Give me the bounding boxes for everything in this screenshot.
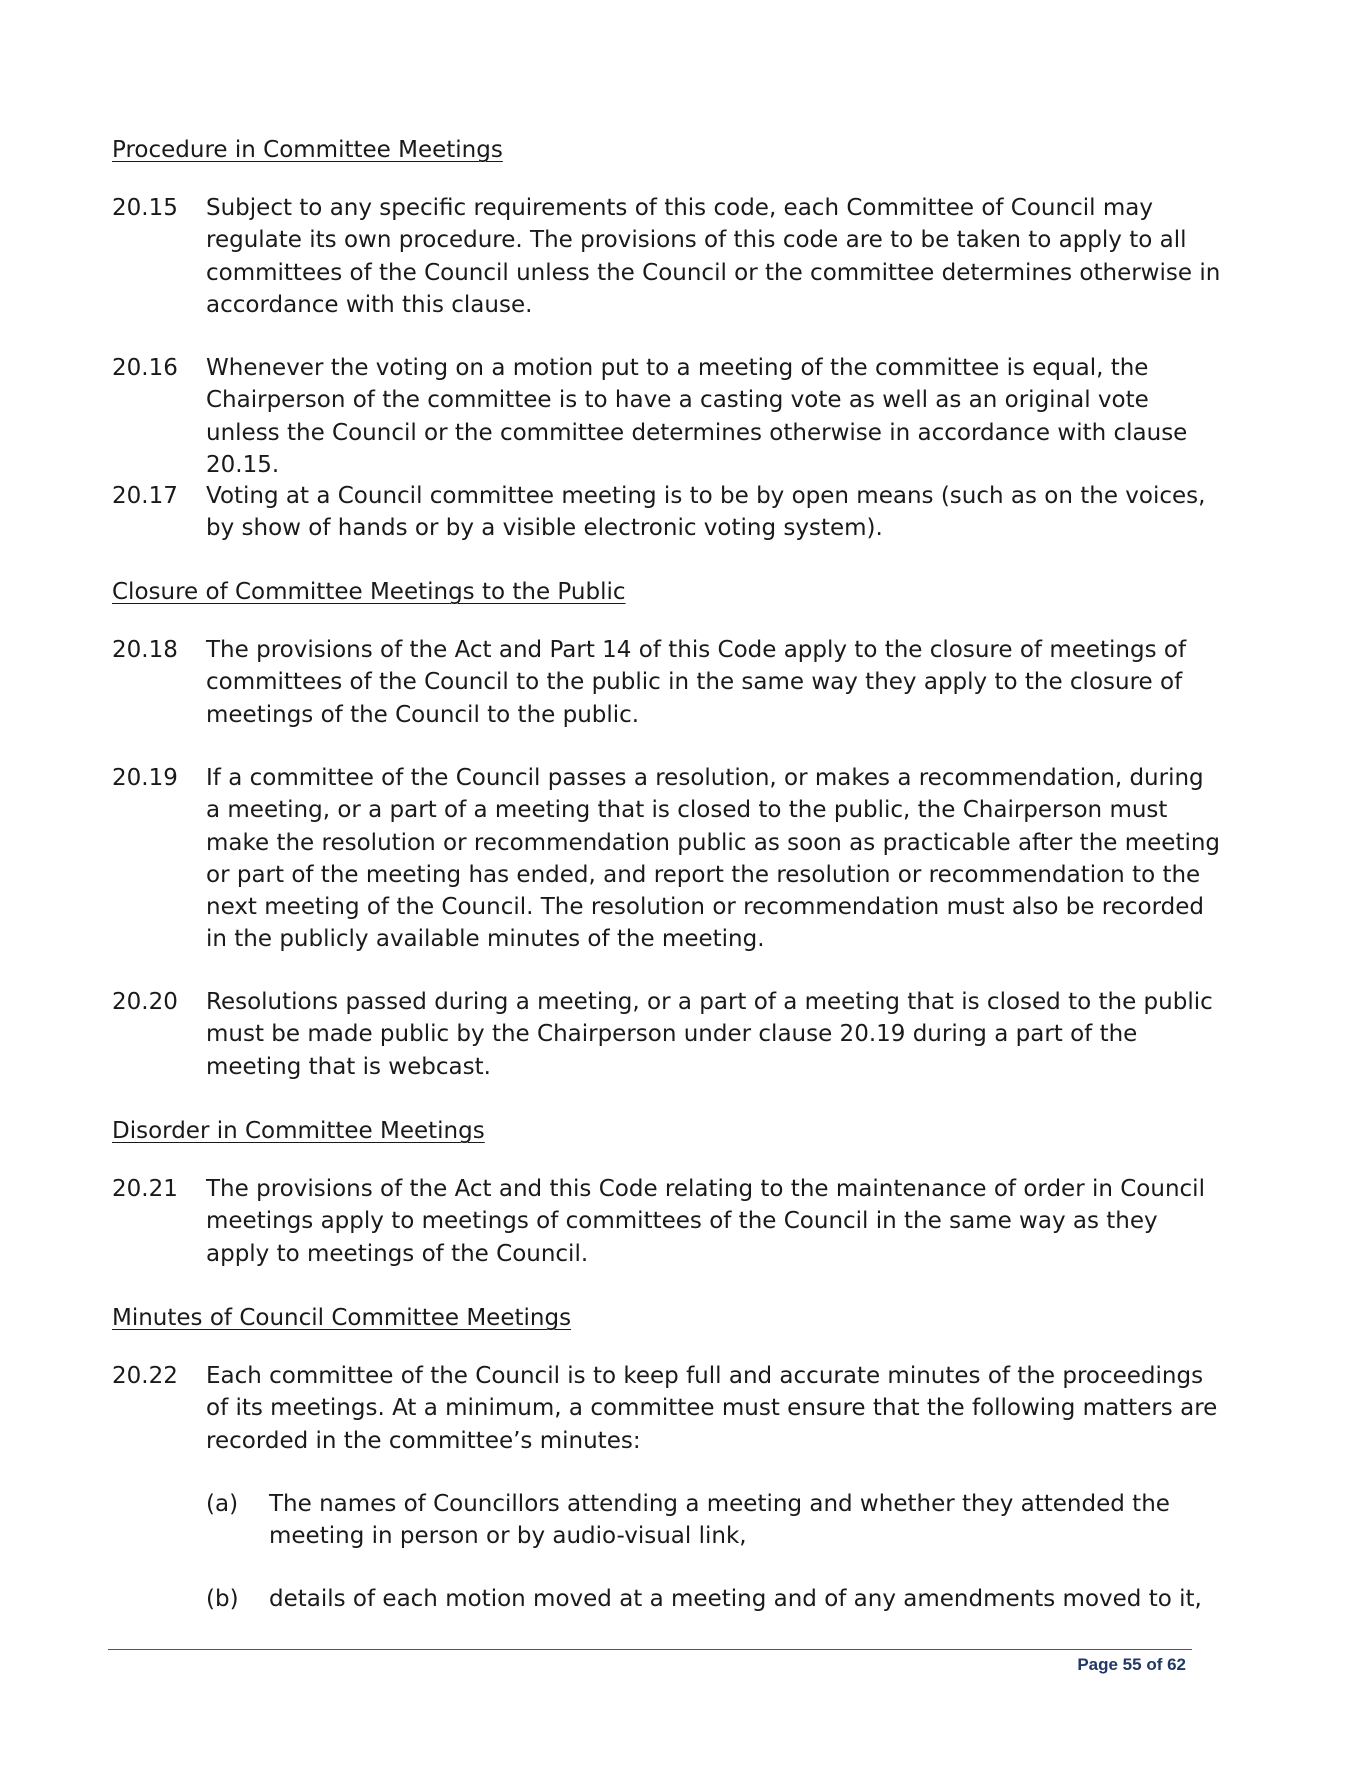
clause-number: 20.19: [112, 765, 178, 791]
sub-item-label: (b): [206, 1586, 239, 1612]
section-heading: Procedure in Committee Meetings: [112, 137, 503, 163]
clause-text: The provisions of the Act and this Code relating to the maintenance of order in Council meetings apply to meetings of committees of the Council in the same way as they apply to meetings of the Council.: [206, 1176, 1205, 1267]
page-number: Page 55 of 62: [1077, 1655, 1186, 1674]
clause-text: Whenever the voting on a motion put to a meeting of the committee is equal, the Chairperson of the committee is to have a casting vote as well as an original vote unless the Council or the committee determines otherwise in accordance with clause 20.15.: [206, 355, 1188, 478]
sub-item-label: (a): [206, 1491, 239, 1517]
clause-number: 20.20: [112, 989, 178, 1015]
clause-text: The provisions of the Act and Part 14 of this Code apply to the closure of meetings of committees of the Council to the public in the same way they apply to the closure of meetings of the Council to the public.: [206, 637, 1187, 728]
clause-text: Subject to any specific requirements of this code, each Committee of Council may regulate its own procedure. The provisions of this code are to be taken to apply to all committees of the Council unless the Council or the committee determines otherwise in accordance with this clause.: [206, 195, 1221, 318]
section-heading: Minutes of Council Committee Meetings: [112, 1305, 572, 1331]
clause-text: If a committee of the Council passes a resolution, or makes a recommendation, during a meeting, or a part of a meeting that is closed to the public, the Chairperson must make the resolution or recommendation public as soon as practicable after the meeting or part of the meeting has ended, and report the resolution or recommendation to the next meeting of the Council. The resolution or recommendation must also be recorded in the publicly available minutes of the meeting.: [206, 765, 1221, 953]
clause-number: 20.21: [112, 1176, 178, 1202]
clause-number: 20.18: [112, 637, 178, 663]
footer-divider: [108, 1649, 1192, 1650]
clause-number: 20.16: [112, 355, 178, 381]
clause-number: 20.17: [112, 483, 178, 509]
sub-item-text: The names of Councillors attending a meeting and whether they attended the meeting in person or by audio-visual link,: [269, 1491, 1170, 1550]
section-heading: Disorder in Committee Meetings: [112, 1118, 485, 1144]
clause-number: 20.22: [112, 1363, 178, 1389]
sub-item-text: details of each motion moved at a meeting and of any amendments moved to it,: [269, 1586, 1202, 1612]
clause-number: 20.15: [112, 195, 178, 221]
section-heading: Closure of Committee Meetings to the Public: [112, 579, 626, 605]
clause-text: Each committee of the Council is to keep full and accurate minutes of the proceedings of its meetings. At a minimum, a committee must ensure that the following matters are recorded in the committee’s minutes:: [206, 1363, 1218, 1454]
clause-text: Resolutions passed during a meeting, or a part of a meeting that is closed to the public must be made public by the Chairperson under clause 20.19 during a part of the meeting that is webcast.: [206, 989, 1213, 1080]
clause-text: Voting at a Council committee meeting is to be by open means (such as on the voices, by show of hands or by a visible electronic voting system).: [206, 483, 1206, 542]
